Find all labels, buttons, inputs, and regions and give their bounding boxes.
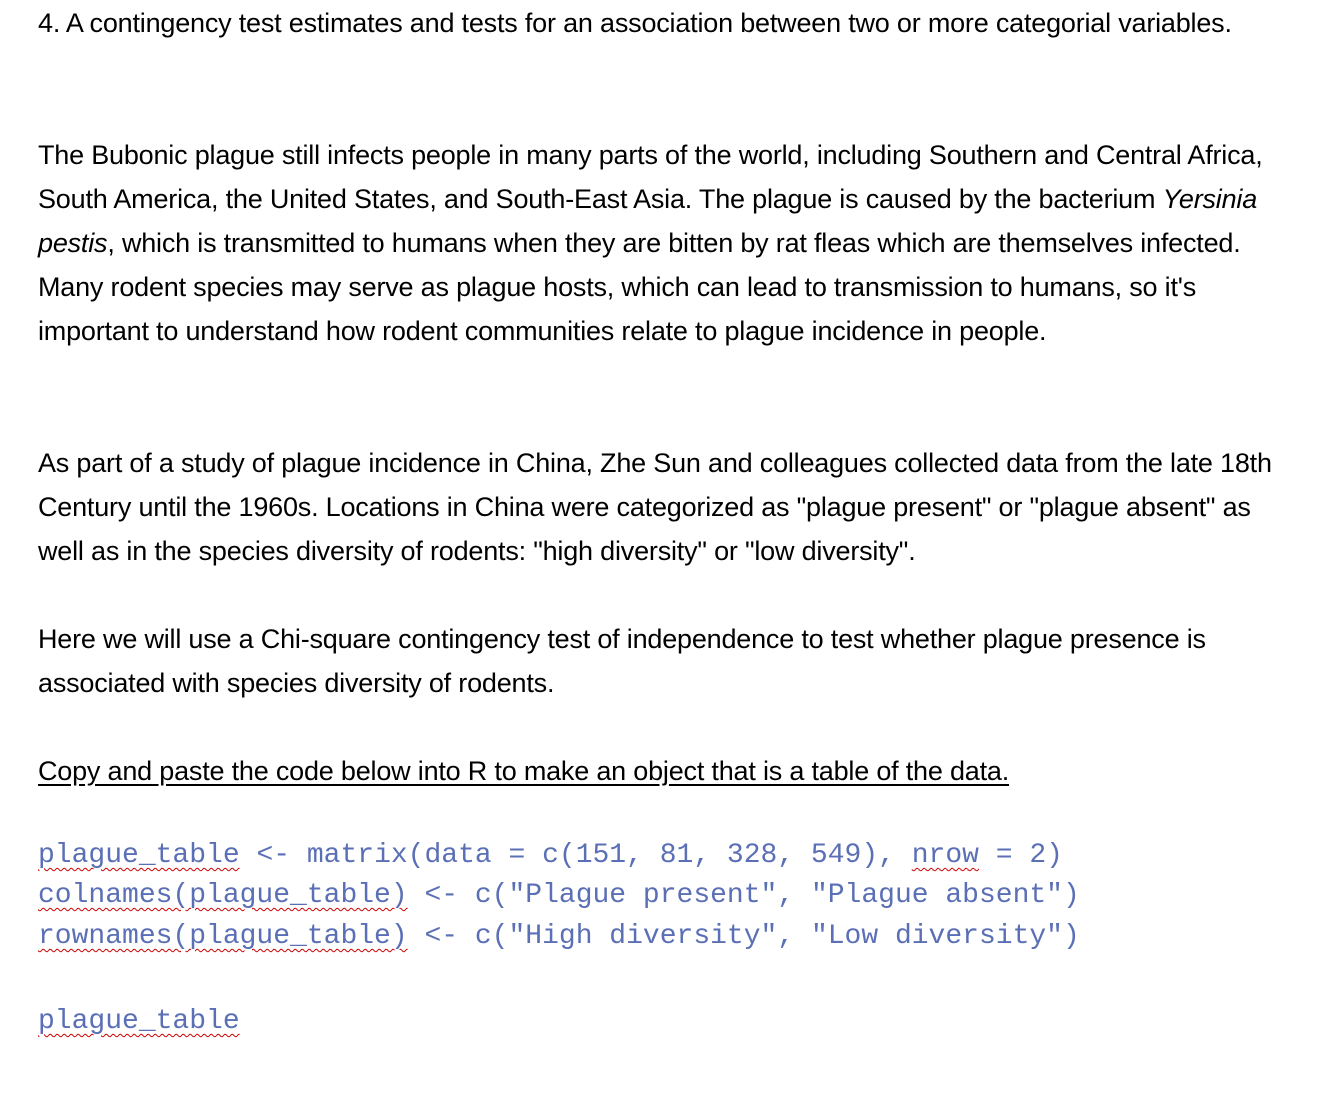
code-rownames-call: rownames(plague_table)	[38, 921, 408, 952]
species-name: Yersinia pestis	[38, 184, 1258, 258]
aim-paragraph: Here we will use a Chi-square contingency test of independence to test whether plague presence is associated with species diversity of rodents.	[38, 624, 1206, 698]
code-colnames-call: colnames(plague_table)	[38, 880, 408, 911]
code-line-1[interactable]	[38, 835, 1063, 876]
question-intro: 4. A contingency test estimates and tests for an association between two or more categorial variables.	[38, 8, 1232, 38]
code-object-name: plague_table	[38, 840, 240, 871]
code-line-1-part-a: <- matrix(data = c(151, 81, 328, 549),	[239, 840, 912, 871]
code-line-3-rest: <- c("High diversity", "Low diversity")	[407, 921, 1080, 952]
background-paragraph	[38, 133, 1278, 353]
code-line-2[interactable]	[38, 875, 1080, 916]
code-line-4[interactable]	[38, 1001, 240, 1042]
code-print-object: plague_table	[38, 1006, 240, 1037]
code-line-3[interactable]	[38, 916, 1080, 957]
code-arg-nrow: nrow	[911, 840, 979, 871]
instruction-paragraph: Copy and paste the code below into R to make an object that is a table of the data.	[38, 756, 1010, 786]
code-line-1-part-b: = 2)	[978, 840, 1063, 871]
background-text-2: , which is transmitted to humans when they are bitten by rat fleas which are themselves infected. Many rodent species may serve as plague hosts, which can lead to transmission to humans, so it's important to understand how rodent communities relate to plague incidence in people.	[38, 228, 1241, 346]
background-text-1: The Bubonic plague still infects people in many parts of the world, including Southern and Central Africa, South America, the United States, and South-East Asia. The plague is caused by the bacterium	[38, 140, 1263, 214]
code-line-2-rest: <- c("Plague present", "Plague absent")	[407, 880, 1080, 911]
study-paragraph: As part of a study of plague incidence in China, Zhe Sun and colleagues collected data from the late 18th Century until the 1960s. Locations in China were categorized as "plague present" or "plague absent" as well as in the species diversity of rodents: "high diversity" or "low diversity".	[38, 448, 1272, 566]
